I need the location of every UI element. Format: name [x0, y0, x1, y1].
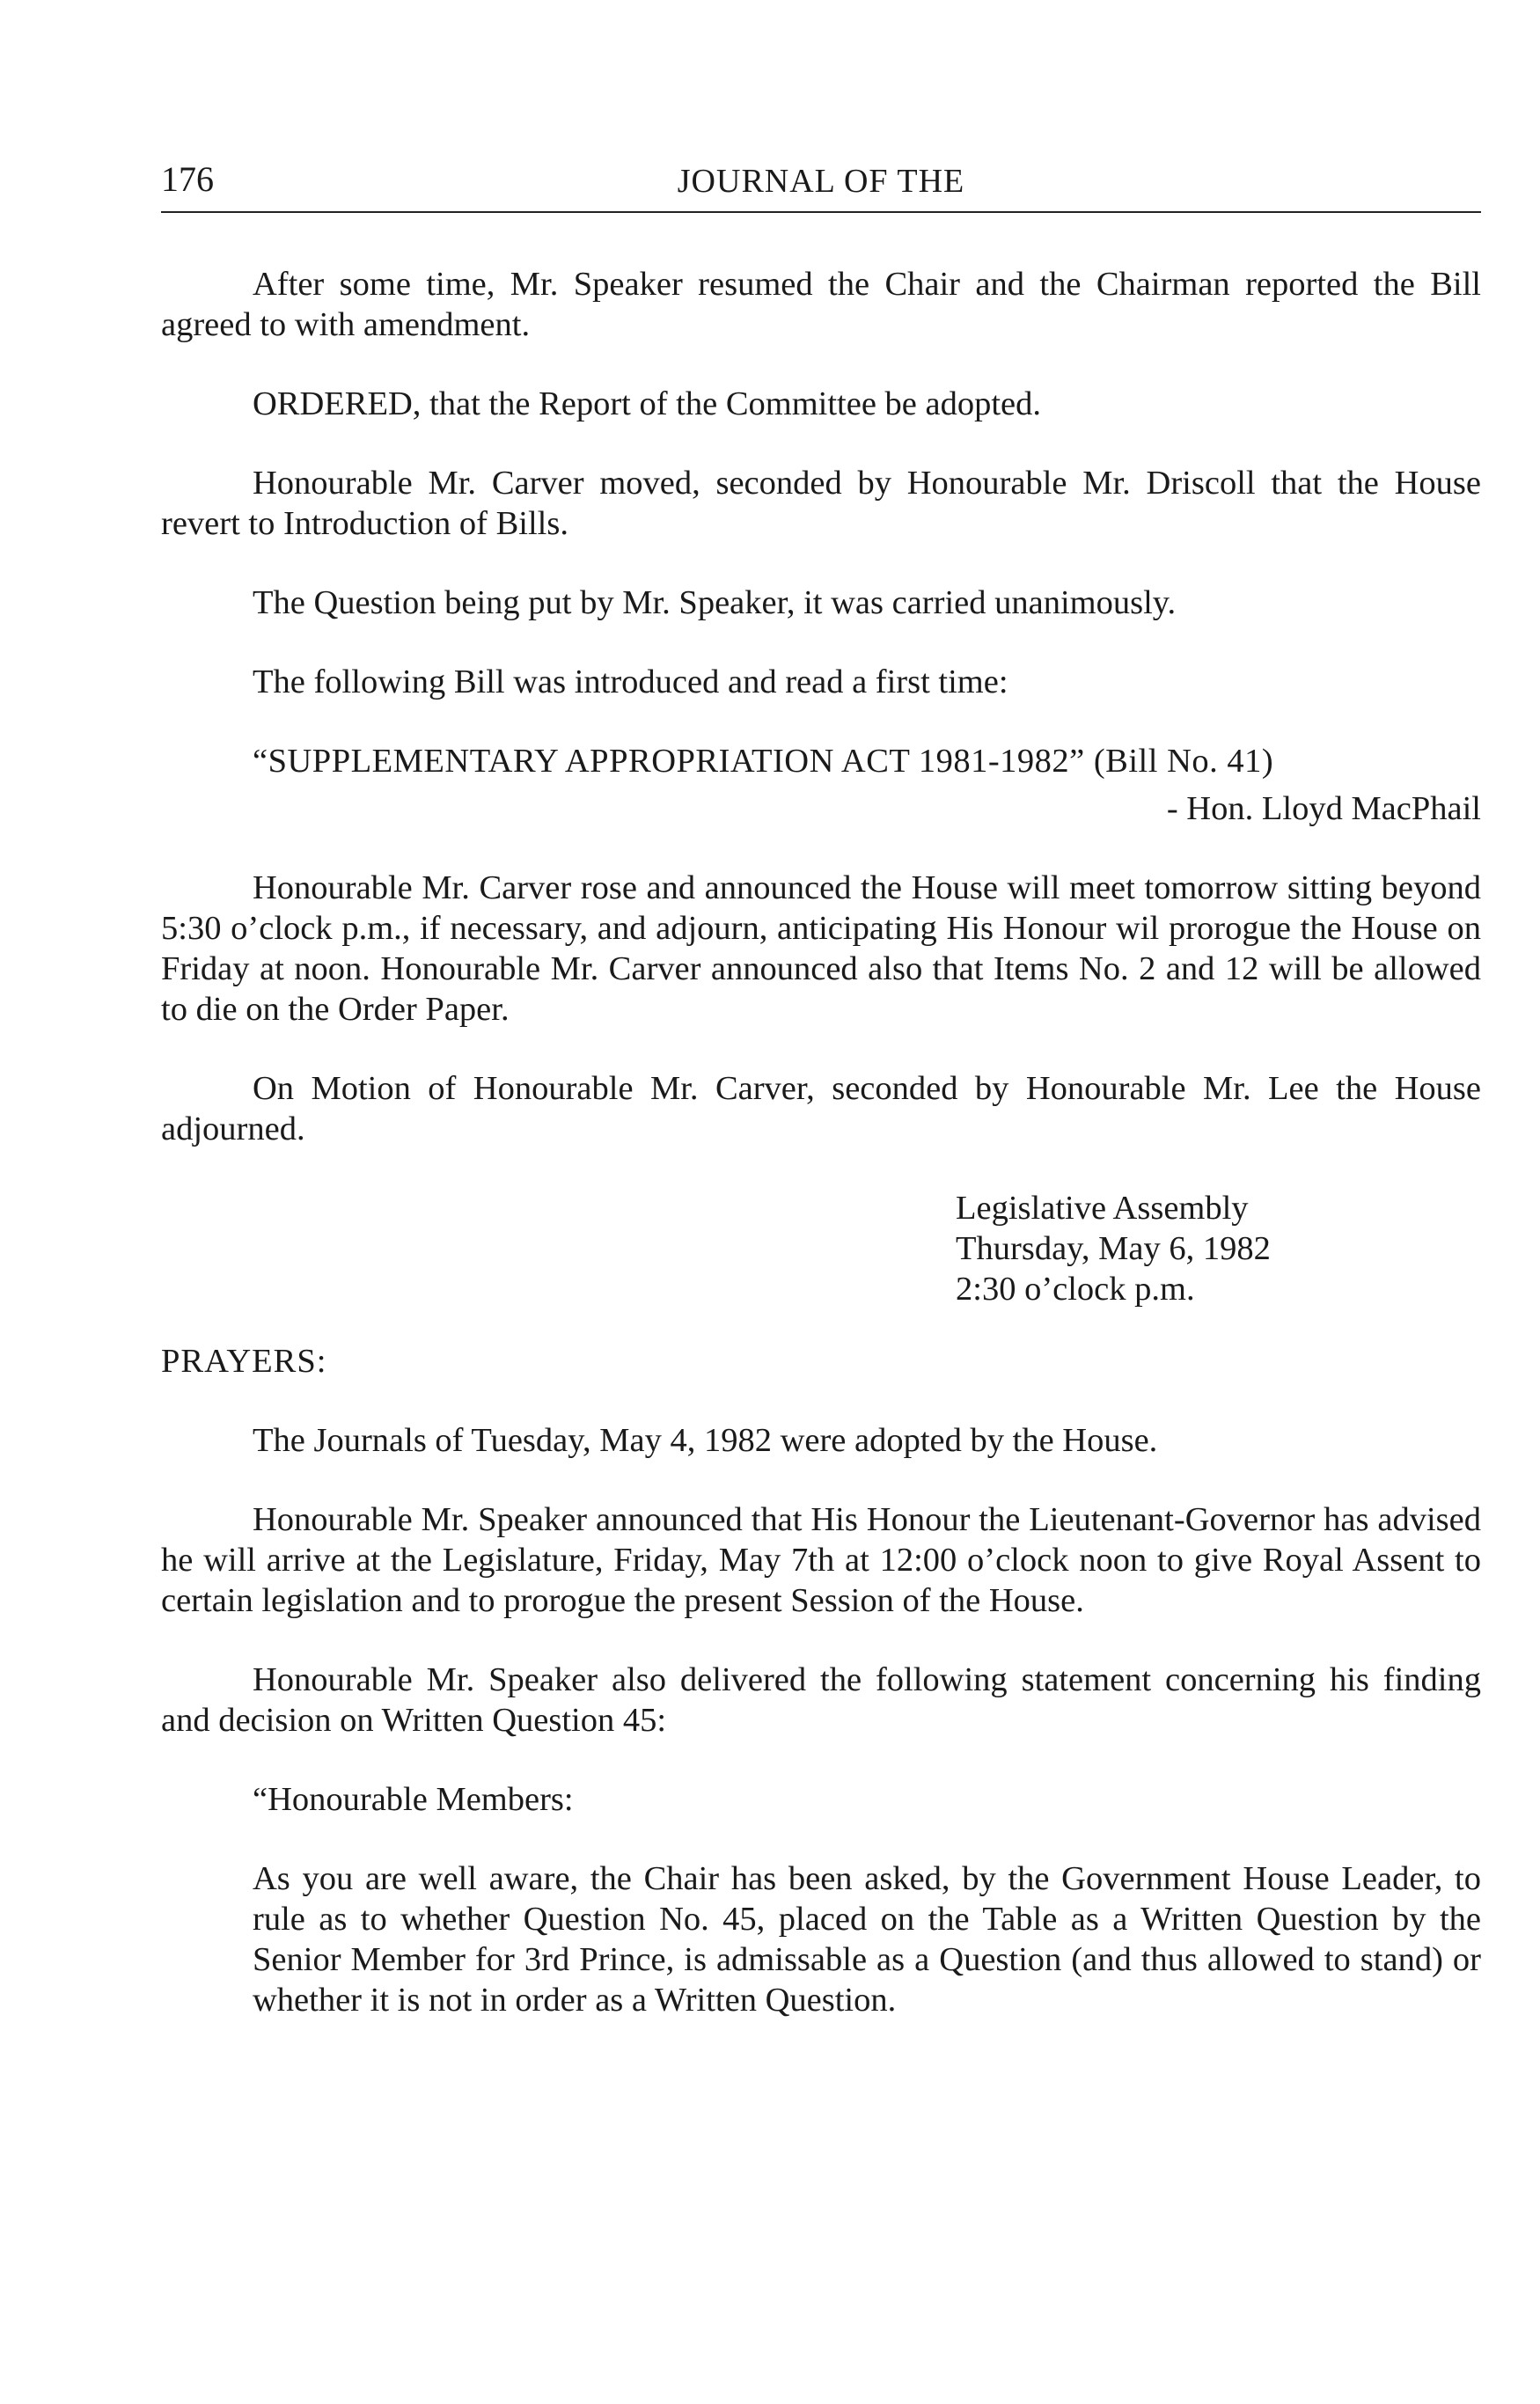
bill-title: “SUPPLEMENTARY APPROPRIATION ACT 1981-1982” (Bill No. 41) [253, 743, 1274, 780]
dateline-assembly: Legislative Assembly [956, 1190, 1249, 1227]
bill-sponsor: - Hon. Lloyd MacPhail [1166, 790, 1481, 827]
journal-body [161, 264, 1481, 2020]
paragraph-house-adjourned: On Motion of Honourable Mr. Carver, seconded by Honourable Mr. Lee the House adjourned. [161, 1070, 1481, 1147]
paragraph-carver-announced: Honourable Mr. Carver rose and announced the House will meet tomorrow sitting beyond 5:30 o’clock p.m., if necessary, and adjourn, anticipating His Honour wil prorogue the House on Friday at noon. Honourable Mr. Carver announced also that Items No. 2 and 12 will be allowed to die on the Order Paper. [161, 869, 1481, 1028]
paragraph-ordered-report: ORDERED, that the Report of the Committee be adopted. [253, 385, 1042, 422]
page-number: 176 [161, 159, 214, 199]
page-header [161, 158, 1481, 213]
paragraph-speaker-statement: Honourable Mr. Speaker also delivered the following statement concerning his finding and decision on Written Question 45: [161, 1661, 1481, 1739]
journal-page [161, 158, 1481, 2020]
paragraph-bill-introduced: The following Bill was introduced and read a first time: [253, 663, 1008, 700]
paragraph-journals-adopted: The Journals of Tuesday, May 4, 1982 were adopted by the House. [253, 1422, 1158, 1459]
sitting-dateline [956, 1188, 1481, 1309]
dateline-date: Thursday, May 6, 1982 [956, 1230, 1271, 1267]
prayers-heading: PRAYERS: [161, 1343, 327, 1380]
dateline-time: 2:30 o’clock p.m. [956, 1271, 1195, 1308]
paragraph-question-carried: The Question being put by Mr. Speaker, it was carried unanimously. [253, 584, 1177, 621]
paragraph-royal-assent: Honourable Mr. Speaker announced that His Honour the Lieutenant-Governor has advised he will arrive at the Legislature, Friday, May 7th at 12:00 o’clock noon to give Royal Assent to certain legislation and to prorogue the present Session of the House. [161, 1501, 1481, 1619]
paragraph-speaker-resumed: After some time, Mr. Speaker resumed the Chair and the Chairman reported the Bill agreed to with amendment. [161, 266, 1481, 343]
paragraph-written-question-ruling: As you are well aware, the Chair has been asked, by the Government House Leader, to rule as to whether Question No. 45, placed on the Table as a Written Question by the Senior Member for 3rd Prince, is admissable as a Question (and thus allowed to stand) or whether it is not in order as a Written Question. [253, 1860, 1481, 2019]
paragraph-honourable-members: “Honourable Members: [253, 1781, 574, 1818]
paragraph-carver-moved: Honourable Mr. Carver moved, seconded by Honourable Mr. Driscoll that the House revert to Introduction of Bills. [161, 465, 1481, 542]
running-head: JOURNAL OF THE [677, 163, 965, 200]
